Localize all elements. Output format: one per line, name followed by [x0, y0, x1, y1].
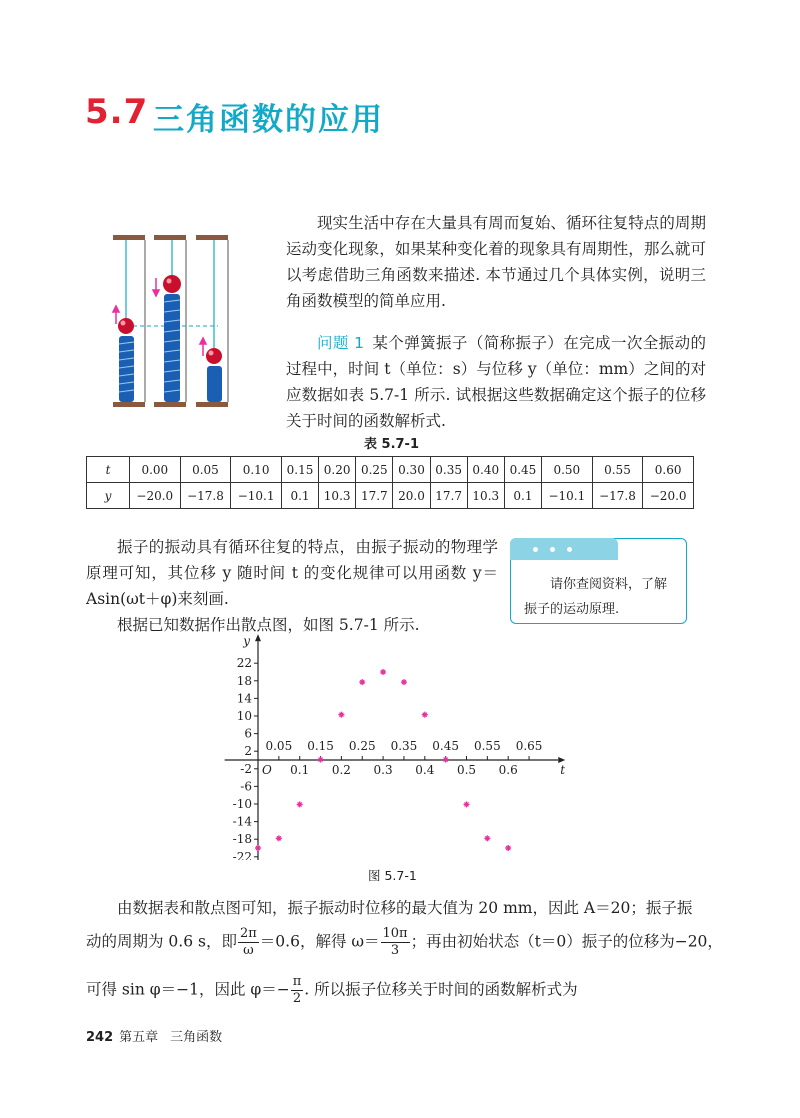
table-cell: 0.60 [643, 457, 694, 483]
frac-denominator: 2 [292, 991, 302, 1006]
page-number: 242 [86, 1030, 114, 1045]
side-note-tab [510, 538, 618, 560]
frac-denominator: ω [243, 943, 254, 958]
y-axis-arrow [255, 634, 261, 641]
row-header-y: y [87, 483, 130, 509]
table-cell: −20.0 [130, 483, 181, 509]
data-point [255, 845, 261, 851]
figure-caption: 图 5.7-1 [368, 868, 417, 883]
y-tick-label: 10 [236, 709, 252, 723]
y-tick-label: -22 [232, 849, 252, 860]
floor-bar-3 [196, 402, 228, 407]
data-point [464, 801, 470, 807]
table-cell: −17.8 [180, 483, 231, 509]
origin-label: O [262, 763, 272, 777]
x-tick-label: 0.55 [473, 739, 501, 753]
table-cell: 0.00 [130, 457, 181, 483]
table-cell: 20.0 [393, 483, 430, 509]
data-point [484, 835, 490, 841]
ball-1 [118, 318, 134, 334]
section-number: 5.7 [85, 92, 149, 132]
fraction-pi-over-2 [291, 974, 304, 1007]
data-point [276, 835, 282, 841]
table-row-t [87, 457, 694, 483]
text-span: . 所以振子位移关于时间的函数解析式为 [304, 980, 578, 999]
data-point [380, 669, 386, 675]
y-tick-label: 18 [236, 673, 252, 688]
note-dot [567, 547, 572, 552]
table-row-y [87, 483, 694, 509]
problem-paragraph [286, 330, 706, 434]
table-cell: −10.1 [231, 483, 282, 509]
y-tick-label: 14 [236, 691, 252, 706]
intro-paragraph: 现实生活中存在大量具有周而复始、循环往复特点的周期运动变化现象，如果某种变化着的现象具有周期性，那么就可以考虑借助三角函数来描述. 本节通过几个具体实例，说明三角函数模型的简单应用. [286, 214, 706, 310]
scatter-plot [200, 630, 580, 860]
data-point [318, 757, 324, 763]
y-tick-label: 6 [244, 726, 252, 741]
frac-numerator: 2π [239, 926, 257, 941]
table-cell: 0.15 [281, 457, 318, 483]
fraction-10pi-over-3 [381, 926, 410, 959]
table-cell: 0.25 [356, 457, 393, 483]
problem-label: 问题 1 [317, 334, 364, 352]
frac-denominator: 3 [390, 943, 400, 958]
fraction-2pi-over-omega [238, 926, 259, 959]
note-dot [533, 547, 538, 552]
text-span: ；再由初始状态（t＝0）振子的位移为−20， [410, 932, 723, 951]
table-cell: 0.55 [592, 457, 643, 483]
x-tick-label: 0.35 [390, 739, 418, 753]
table-cell: 0.45 [504, 457, 541, 483]
data-point [359, 679, 365, 685]
table-cell: −10.1 [542, 483, 593, 509]
x-tick-label: 0.65 [515, 739, 543, 753]
table-cell: 0.1 [504, 483, 541, 509]
data-point [505, 845, 511, 851]
table-cell: 10.3 [319, 483, 356, 509]
x-tick-label: 0.2 [331, 763, 351, 777]
floor-bar-2 [154, 402, 186, 407]
table-cell: 0.30 [393, 457, 430, 483]
x-tick-label: 0.05 [265, 739, 293, 753]
y-tick-label: 22 [236, 656, 252, 671]
data-table [86, 456, 694, 509]
table-cell: −17.8 [592, 483, 643, 509]
y-axis-label: y [243, 634, 250, 649]
text-span: 动的周期为 0.6 s，即 [86, 932, 237, 951]
solution-line-3 [86, 974, 578, 1007]
ceiling-bar-3 [196, 235, 228, 240]
floor-bar-1 [113, 402, 145, 407]
table-cell: 0.35 [430, 457, 467, 483]
x-axis-label: t [560, 763, 566, 777]
problem-text: 某个弹簧振子（简称振子）在完成一次全振动的过程中，时间 t（单位：s）与位移 y（单位：mm）之间的对应数据如表 5.7-1 所示. 试根据这些数据确定这个振子的位移关于时间的函数解析式. [286, 334, 706, 430]
x-tick-label: 0.25 [348, 739, 376, 753]
solution-line-1: 由数据表和散点图可知，振子振动时位移的最大值为 20 mm，因此 A＝20；振子振 [117, 899, 693, 917]
chapter-label: 第五章 [119, 1030, 159, 1045]
data-point [297, 801, 303, 807]
ball-3 [206, 348, 222, 364]
ceiling-bar-1 [113, 235, 145, 240]
table-cell: 0.1 [281, 483, 318, 509]
chapter-title: 三角函数 [170, 1030, 223, 1045]
table-cell: 10.3 [467, 483, 504, 509]
ball-2 [163, 275, 181, 293]
x-tick-label: 0.3 [373, 763, 393, 777]
x-tick-label: 0.4 [415, 763, 435, 777]
row-header-t: t [87, 457, 130, 483]
table-cell: 0.40 [467, 457, 504, 483]
table-cell: 0.50 [542, 457, 593, 483]
page-footer [86, 1026, 222, 1045]
section-title: 三角函数的应用 [153, 102, 384, 138]
table-cell: 17.7 [356, 483, 393, 509]
y-tick-label: -10 [232, 797, 252, 811]
table-cell: 17.7 [430, 483, 467, 509]
x-tick-label: 0.6 [498, 763, 518, 777]
y-tick-label: 2 [244, 744, 252, 759]
spring-3 [207, 366, 222, 402]
table-cell: 0.05 [180, 457, 231, 483]
note-dot [550, 547, 555, 552]
table-caption: 表 5.7-1 [364, 437, 419, 452]
x-tick-label: 0.5 [456, 763, 477, 777]
x-tick-label: 0.45 [432, 739, 460, 753]
table-cell: 0.20 [319, 457, 356, 483]
frac-numerator: π [292, 974, 302, 989]
paragraph-physics: 振子的振动具有循环往复的特点，由振子振动的物理学原理可知，其位移 y 随时间 t 的变化规律可以用函数 y＝Asin(ωt＋φ)来刻画. [86, 538, 498, 608]
y-tick-label: -18 [232, 832, 252, 847]
y-tick-label: -6 [240, 779, 252, 794]
data-point [401, 679, 407, 685]
data-point [338, 712, 344, 718]
data-point [443, 757, 449, 763]
data-point [422, 712, 428, 718]
x-tick-label: 0.15 [307, 739, 334, 753]
table-cell: −20.0 [643, 483, 694, 509]
table-cell: 0.10 [231, 457, 282, 483]
text-span: ＝0.6，解得 ω＝ [259, 932, 380, 951]
paragraph-scatter: 根据已知数据作出散点图，如图 5.7-1 所示. [117, 616, 420, 634]
y-tick-label: -2 [240, 761, 252, 776]
spring-oscillator-illustration [108, 232, 232, 414]
text-span: 可得 sin φ＝−1，因此 φ＝− [86, 980, 290, 999]
ceiling-bar-2 [154, 235, 186, 240]
frac-numerator: 10π [382, 926, 408, 941]
side-note-text: 请你查阅资料，了解振子的运动原理. [524, 577, 668, 617]
solution-line-2 [86, 926, 723, 959]
x-tick-label: 0.1 [290, 763, 310, 777]
y-tick-label: -14 [232, 814, 252, 829]
